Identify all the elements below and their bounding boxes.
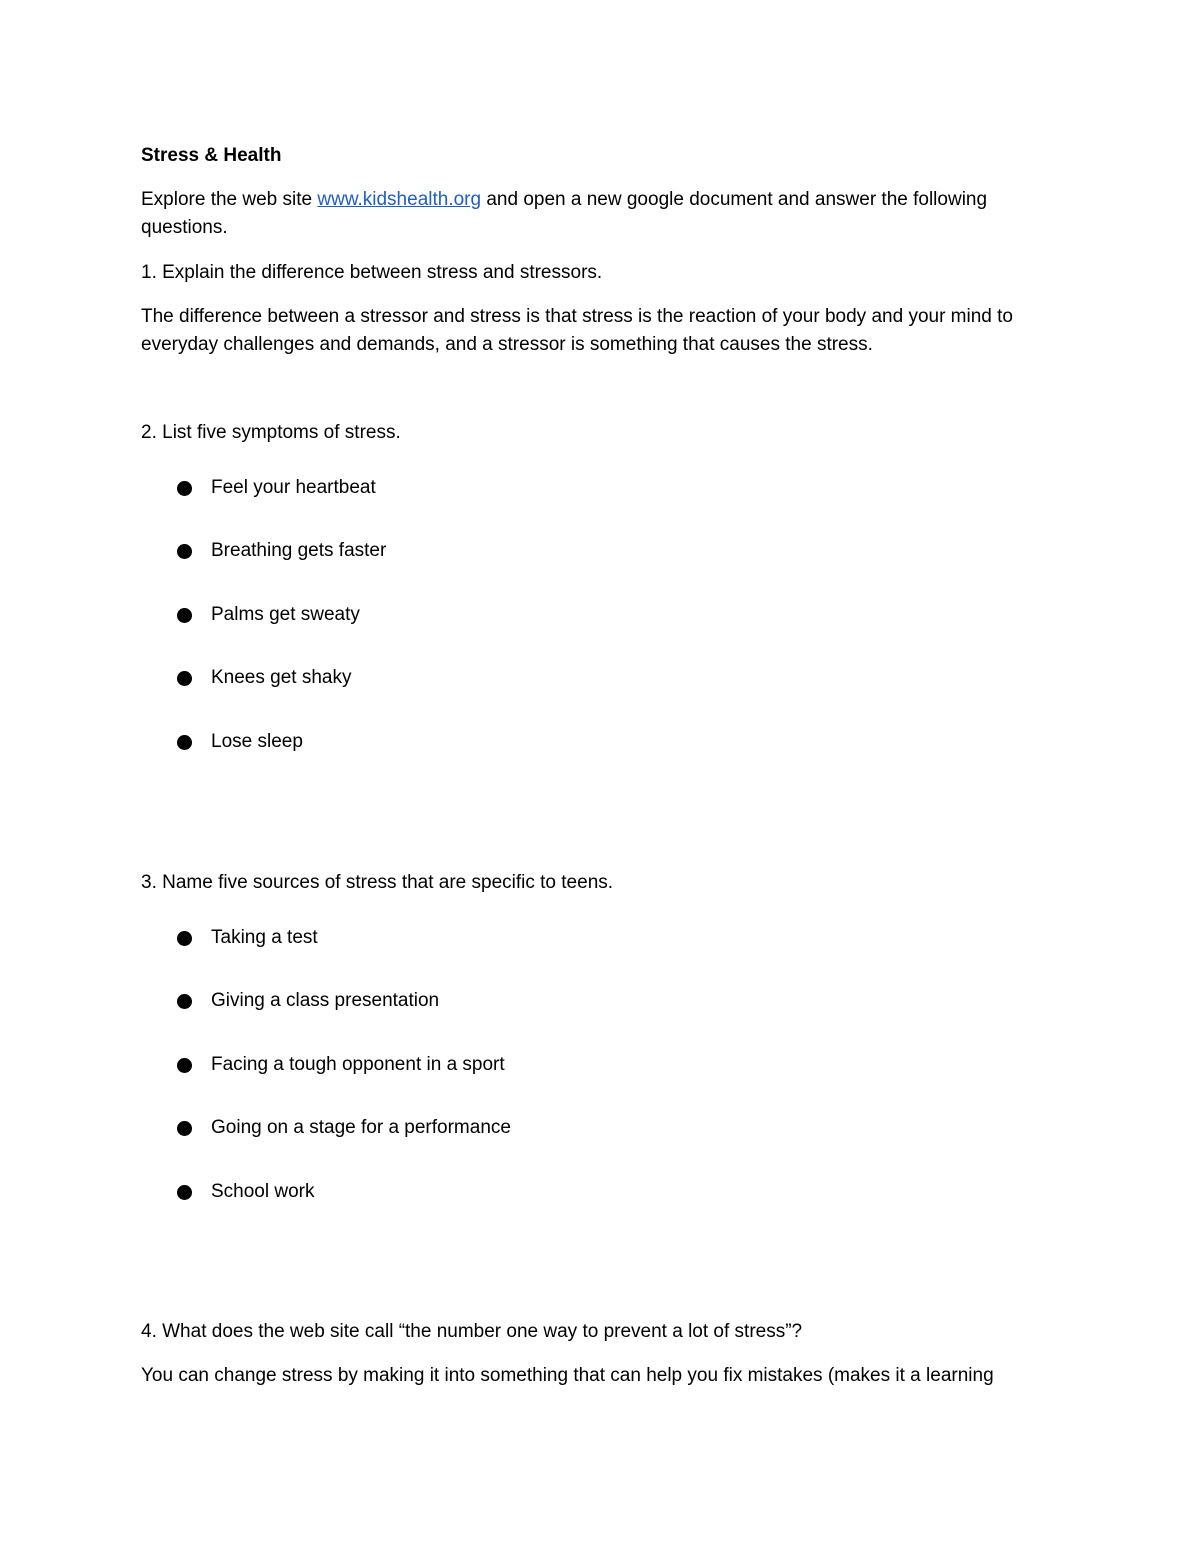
bullet-icon xyxy=(177,608,192,623)
question-2: 2. List five symptoms of stress. xyxy=(141,422,401,443)
list-item-text: Feel your heartbeat xyxy=(211,477,376,498)
intro-text-before-link: Explore the web site xyxy=(141,189,318,210)
list-item-text: Knees get shaky xyxy=(211,667,352,688)
bullet-icon xyxy=(177,671,192,686)
kidshealth-link[interactable]: www.kidshealth.org xyxy=(317,189,482,210)
answer-1-line-2: everyday challenges and demands, and a stressor is something that causes the stress. xyxy=(141,334,873,355)
list-item-text: Taking a test xyxy=(211,927,318,948)
bullet-icon xyxy=(177,994,192,1009)
intro-text-after-link: and open a new google document and answer the following xyxy=(481,189,988,210)
list-item-text: Lose sleep xyxy=(211,731,303,752)
bullet-icon xyxy=(177,481,192,496)
question-1: 1. Explain the difference between stress and stressors. xyxy=(141,262,603,283)
bullet-icon xyxy=(177,544,192,559)
answer-1-line-1: The difference between a stressor and stress is that stress is the reaction of your body and your mind to xyxy=(141,306,1013,327)
question-4: 4. What does the web site call “the number one way to prevent a lot of stress”? xyxy=(141,1321,803,1342)
list-item-text: Palms get sweaty xyxy=(211,604,360,625)
question-3: 3. Name five sources of stress that are specific to teens. xyxy=(141,872,614,893)
intro-line-2: questions. xyxy=(141,217,228,238)
list-item-text: Breathing gets faster xyxy=(211,540,387,561)
list-item-text: Going on a stage for a performance xyxy=(211,1117,511,1138)
bullet-icon xyxy=(177,735,192,750)
bullet-icon xyxy=(177,1121,192,1136)
bullet-icon xyxy=(177,931,192,946)
bullet-icon xyxy=(177,1185,192,1200)
answer-4-line-1: You can change stress by making it into something that can help you fix mistakes (makes it a learning xyxy=(141,1365,994,1386)
intro-line-1 xyxy=(141,186,987,214)
bullet-icon xyxy=(177,1058,192,1073)
list-item-text: Facing a tough opponent in a sport xyxy=(211,1054,505,1075)
list-item-text: School work xyxy=(211,1181,315,1202)
document-title: Stress & Health xyxy=(141,145,282,166)
list-item-text: Giving a class presentation xyxy=(211,990,440,1011)
